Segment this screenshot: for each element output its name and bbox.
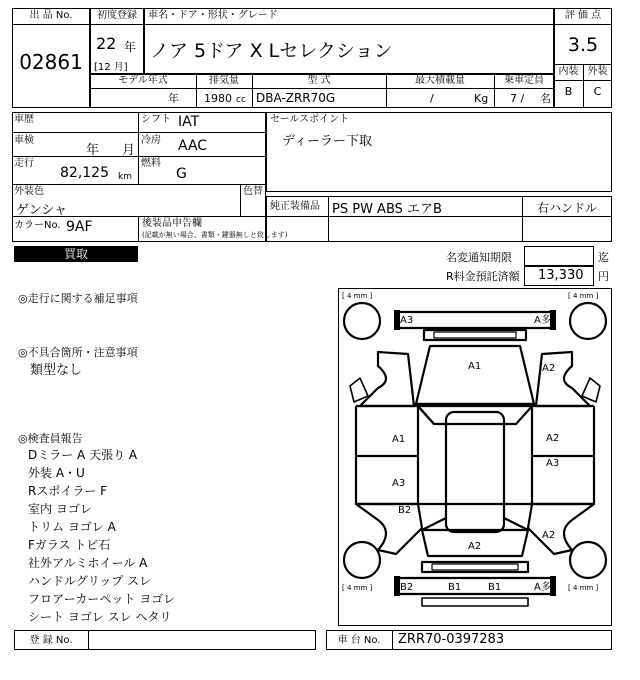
tire-label-rear-right: [ 4 mm ] (568, 584, 599, 592)
exterior-color-label: 外装色 (14, 186, 44, 197)
aftermarket-note: (記載が無い場合、書類・鍵器無しと致します) (142, 231, 288, 239)
notice-box (524, 246, 594, 266)
roof (446, 412, 504, 532)
list-item: 社外アルミホイール A (28, 556, 148, 570)
displacement-label: 排気量 (209, 75, 239, 86)
reg-year: 22 (96, 34, 117, 53)
mark-rear-bumper-right: A多 (534, 582, 551, 593)
defect-notes-title: ◎不具合箇所・注意事項 (18, 346, 138, 359)
mark-front-bumper-left: A3 (400, 315, 414, 326)
color-no-label: カラーNo. (14, 220, 61, 231)
tire-label-front-right: [ 4 mm ] (568, 292, 599, 300)
mark-rear-gate: A2 (468, 541, 482, 552)
color-change-label: 色替 (243, 186, 263, 197)
list-item: 室内 ヨゴレ (28, 502, 92, 516)
model-value: DBA-ZRR70G (256, 91, 336, 105)
purchase-badge: 買取 (14, 246, 138, 262)
score-label: 評 価 点 (564, 10, 602, 21)
wheel-front-right (570, 303, 606, 339)
mark-front-bumper-right: A多 (534, 315, 551, 326)
inspector-list (28, 446, 318, 626)
mark-left-door-front: A1 (392, 434, 406, 445)
notice-unit: 迄 (598, 251, 609, 264)
defect-text: 類型なし (30, 363, 83, 378)
reg-month: [12 月] (94, 62, 128, 73)
sales-point: ディーラー下取 (282, 134, 372, 149)
steering-value: 右ハンドル (536, 201, 597, 215)
mark-left-quarter: B2 (398, 505, 412, 516)
rear-quarter-right (528, 504, 594, 554)
car-name: ノア 5ドア X Lセレクション (150, 40, 393, 62)
rear-quarter-left (356, 504, 422, 554)
fuel-label: 燃料 (141, 158, 161, 169)
inspector-title: ◎検査員報告 (18, 432, 83, 445)
chassis-label: 車 台 No. (337, 635, 381, 646)
tire-label-front-left: [ 4 mm ] (342, 292, 373, 300)
mileage-unit: km (118, 172, 132, 182)
list-item: ハンドルグリップ スレ (28, 574, 152, 588)
equipment-label: 純正装備品 (270, 201, 320, 212)
car-name-label: 車名・ドア・形状・グレード (148, 10, 278, 21)
lot-number: 02861 (19, 50, 83, 74)
lot-label: 出 品 No. (29, 10, 73, 21)
wheel-front-left (344, 303, 380, 339)
recycle-amount: 13,330 (538, 268, 584, 283)
mark-rear-bumper-b1a: B1 (448, 582, 462, 593)
inspection-month: 月 (122, 143, 136, 158)
color-no: 9AF (66, 219, 93, 235)
list-item: フロアーカーペット ヨゴレ (28, 592, 176, 606)
inspection-year: 年 (86, 143, 100, 158)
interior-label: 内装 (558, 66, 579, 77)
list-item: 外装 A・U (28, 466, 85, 480)
wheel-rear-left (344, 542, 380, 578)
list-item: シート ヨゴレ スレ ヘタリ (28, 610, 172, 624)
score-value: 3.5 (567, 34, 599, 56)
reg-year-unit: 年 (124, 40, 137, 54)
max-load-unit: Kg (474, 92, 489, 105)
inspection-label: 車検 (14, 135, 34, 146)
model-year-label: モデル年式 (118, 75, 168, 86)
chassis-value: ZRR70-0397283 (398, 632, 505, 647)
history-label: 車歴 (14, 114, 34, 125)
capacity-value: 7 / (510, 92, 525, 105)
recycle-unit: 円 (598, 270, 609, 283)
max-load-label: 最大積載量 (415, 75, 465, 86)
fuel-value: G (176, 166, 187, 182)
max-load-slash: / (430, 92, 434, 105)
mark-left-rear: A3 (392, 478, 406, 489)
recycle-label: R料金預託済額 (446, 270, 520, 283)
shift-value: IAT (178, 114, 200, 130)
mark-right-door-front: A2 (546, 433, 560, 444)
front-fender-right (536, 352, 590, 406)
rear-bumper (396, 578, 554, 594)
wheel-rear-right (570, 542, 606, 578)
list-item: Dミラー A 天張り A (28, 448, 138, 462)
mark-right-door-rear: A3 (546, 458, 560, 469)
shift-label: シフト (141, 114, 171, 125)
mark-hood: A1 (468, 361, 482, 372)
equipment-value: PS PW ABS エアB (332, 202, 442, 217)
mark-rear-fender-right: A2 (542, 530, 556, 541)
list-item: Fガラス トビ石 (28, 538, 111, 552)
mileage-label: 走行 (14, 158, 34, 169)
mark-rear-bumper-b2: B2 (400, 582, 414, 593)
exterior-grade: C (593, 85, 602, 98)
aftermarket-label: 後装品申告欄 (142, 218, 202, 229)
running-notes-title: ◎走行に関する補足事項 (18, 292, 138, 305)
ac-value: AAC (178, 138, 208, 154)
displacement-unit: cc (236, 95, 246, 105)
list-item: トリム ヨゴレ A (28, 520, 116, 534)
first-reg-label: 初度登録 (97, 10, 137, 21)
model-year-unit: 年 (168, 92, 179, 105)
capacity-label: 乗車定員 (504, 75, 544, 86)
exterior-color: ゲンシャ (16, 203, 68, 218)
interior-grade: B (564, 85, 573, 98)
front-fender-left (360, 352, 414, 406)
model-label: 型 式 (307, 75, 331, 86)
car-damage-diagram (338, 288, 612, 626)
front-bumper (396, 312, 554, 328)
list-item: Rスポイラー F (28, 484, 108, 498)
ac-label: 冷房 (141, 135, 161, 146)
mark-rear-bumper-b1b: B1 (488, 582, 502, 593)
sales-point-label: セールスポイント (270, 114, 350, 125)
capacity-unit: 名 (540, 92, 551, 105)
notice-label: 名変通知期限 (446, 251, 512, 264)
reg-no-label: 登 録 No. (29, 635, 73, 646)
mark-front-fender-right: A2 (542, 363, 556, 374)
hood (416, 346, 534, 404)
displacement-value: 1980 (204, 92, 232, 105)
tire-label-rear-left: [ 4 mm ] (342, 584, 373, 592)
exterior-label: 外装 (587, 66, 608, 77)
mileage-value: 82,125 (60, 165, 109, 181)
